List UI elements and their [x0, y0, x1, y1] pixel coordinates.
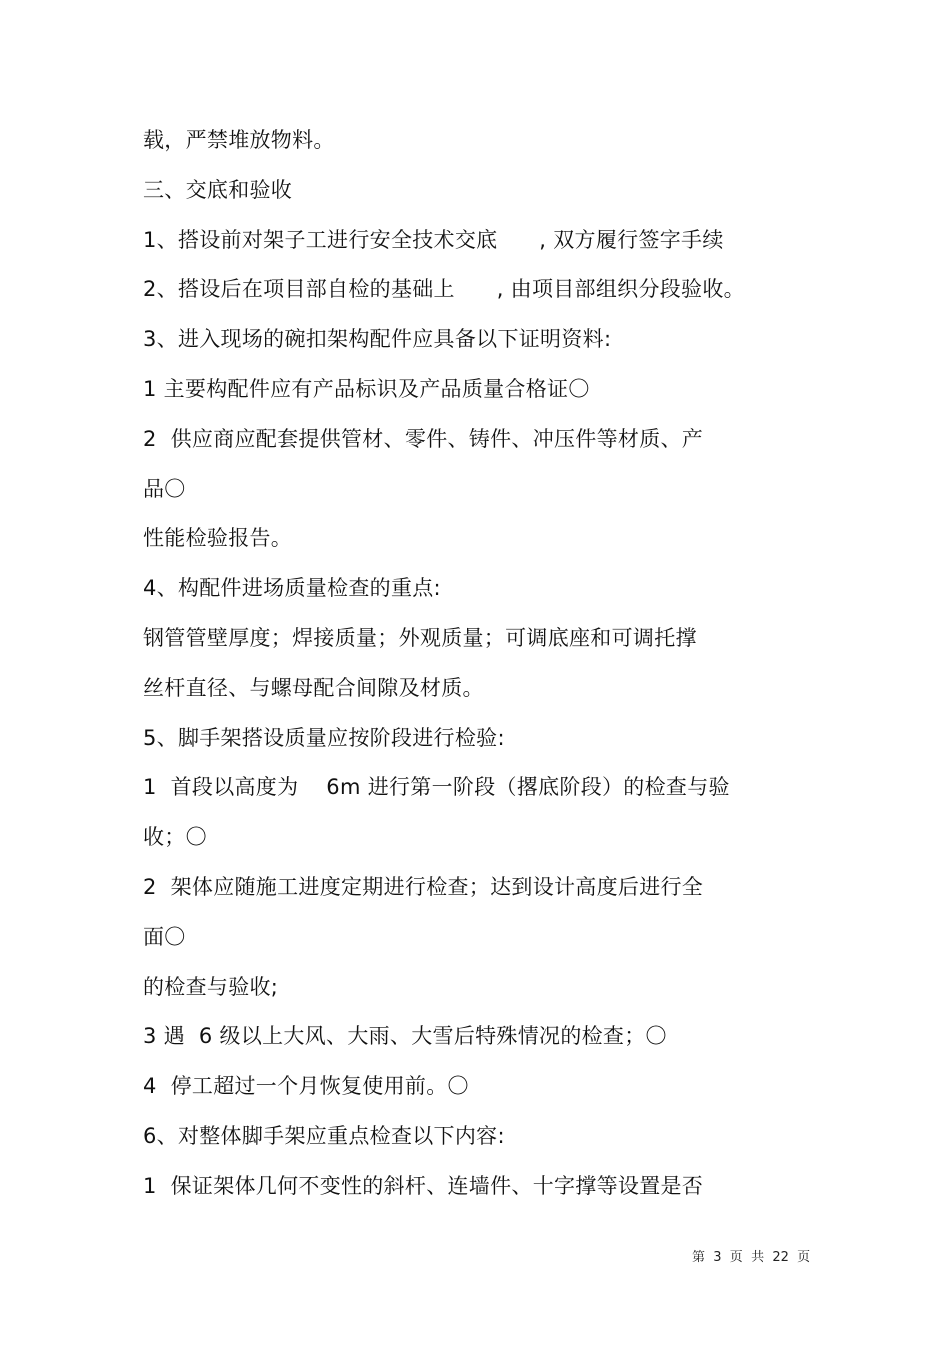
text-line: 的检查与验收; — [143, 974, 279, 999]
text-line: 6、对整体脚手架应重点检查以下内容: — [143, 1123, 505, 1148]
text-line: 4、构配件进场质量检查的重点: — [143, 576, 441, 601]
text-line: 1 主要构配件应有产品标识及产品质量合格证〇 — [143, 376, 590, 401]
text-line: 2 架体应随施工进度定期进行检查；达到设计高度后进行全 — [143, 874, 704, 899]
document-body — [143, 116, 883, 1212]
text-line: 5、脚手架搭设质量应按阶段进行检验: — [143, 725, 505, 750]
text-line: 2、搭设后在项目部自检的基础上 , 由项目部组织分段验收。 — [143, 277, 745, 302]
text-line: 钢管管壁厚度；焊接质量；外观质量；可调底座和可调托撑 — [143, 625, 697, 650]
text-line: 2 供应商应配套提供管材、零件、铸件、冲压件等材质、产 — [143, 426, 704, 451]
text-line: 1 首段以高度为 6m 进行第一阶段（撂底阶段）的检查与验 — [143, 775, 730, 800]
section-heading: 三、交底和验收 — [143, 177, 293, 202]
page-number-footer: 第 3 页 共 22 页 — [692, 1250, 811, 1265]
text-line: 4 停工超过一个月恢复使用前。〇 — [143, 1074, 469, 1099]
text-line: 品〇 — [143, 476, 186, 501]
text-line: 载，严禁堆放物料。 — [143, 128, 335, 152]
text-line: 面〇 — [143, 924, 186, 949]
text-line: 3、进入现场的碗扣架构配件应具备以下证明资料: — [143, 327, 612, 352]
text-line: 收；〇 — [143, 825, 207, 850]
text-line: 丝杆直径、与螺母配合间隙及材质。 — [143, 675, 484, 700]
text-line: 3 遇 6 级以上大风、大雨、大雪后特殊情况的检查；〇 — [143, 1024, 667, 1049]
text-line: 性能检验报告。 — [143, 526, 293, 551]
text-line: 1、搭设前对架子工进行安全技术交底 , 双方履行签字手续 — [143, 227, 724, 252]
text-line: 1 保证架体几何不变性的斜杆、连墙件、十字撑等设置是否 — [143, 1173, 704, 1198]
